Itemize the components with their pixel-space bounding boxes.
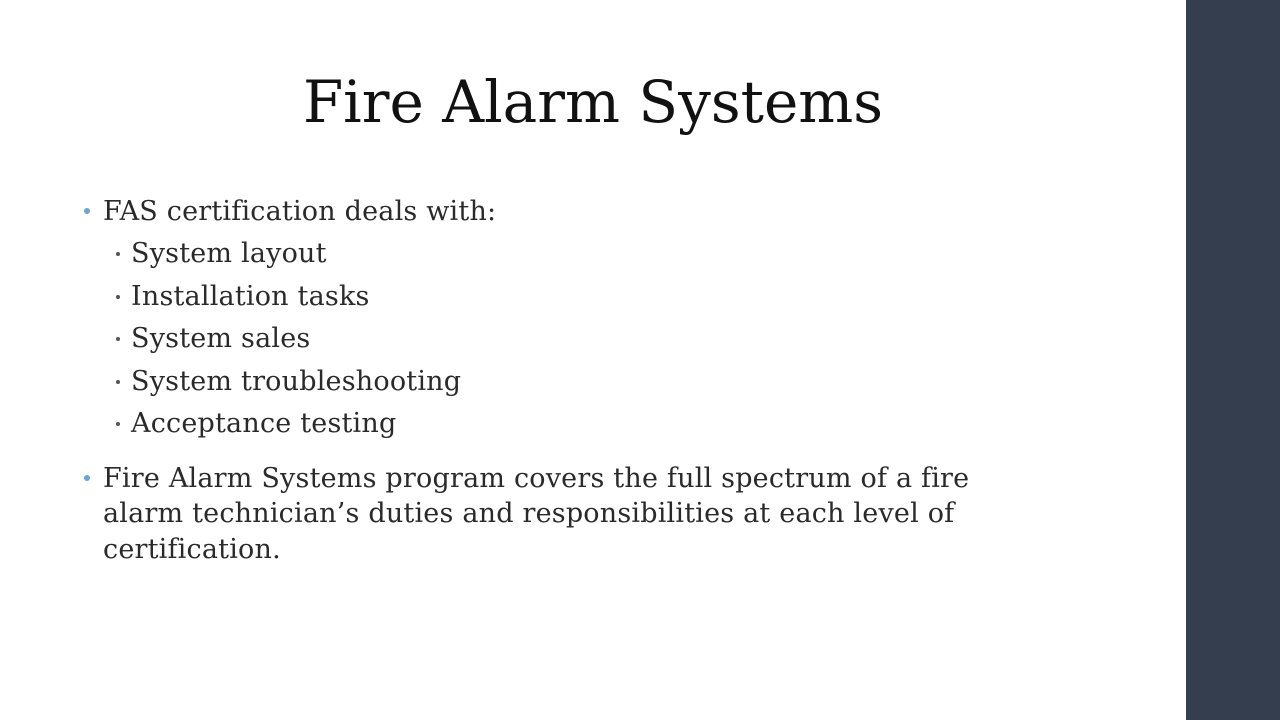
bullet-item: [84, 461, 984, 568]
bullet-dot-icon: [84, 208, 90, 214]
sub-bullet-text: Installation tasks: [131, 280, 370, 312]
bullet-item: [84, 193, 984, 230]
sub-bullet-dot-icon: [116, 380, 120, 384]
bullet-text: Fire Alarm Systems program covers the full spectrum of a fire alarm technician’s duties and responsibilities at each level of certification.: [103, 462, 970, 565]
sub-bullet-dot-icon: [116, 252, 120, 256]
sub-bullet-dot-icon: [116, 422, 120, 426]
slide-title: Fire Alarm Systems: [302, 68, 884, 136]
sub-bullet-text: System layout: [131, 238, 327, 269]
sub-bullet-dot-icon: [116, 337, 120, 341]
slide-content: [84, 193, 984, 567]
sub-bullet-item: [84, 361, 984, 404]
sub-bullet-dot-icon: [116, 295, 120, 299]
sub-bullet-list: [84, 233, 984, 446]
sub-bullet-item: [84, 276, 984, 319]
bullet-dot-icon: [84, 475, 90, 481]
sub-bullet-item: [84, 318, 984, 361]
sub-bullet-text: System sales: [131, 323, 311, 354]
sub-bullet-text: System troubleshooting: [131, 365, 462, 397]
sub-bullet-item: [84, 233, 984, 276]
bullet-text: FAS certification deals with:: [103, 196, 497, 227]
decorative-side-bar: [1186, 0, 1280, 720]
sub-bullet-text: Acceptance testing: [131, 408, 397, 439]
sub-bullet-item: [84, 403, 984, 446]
